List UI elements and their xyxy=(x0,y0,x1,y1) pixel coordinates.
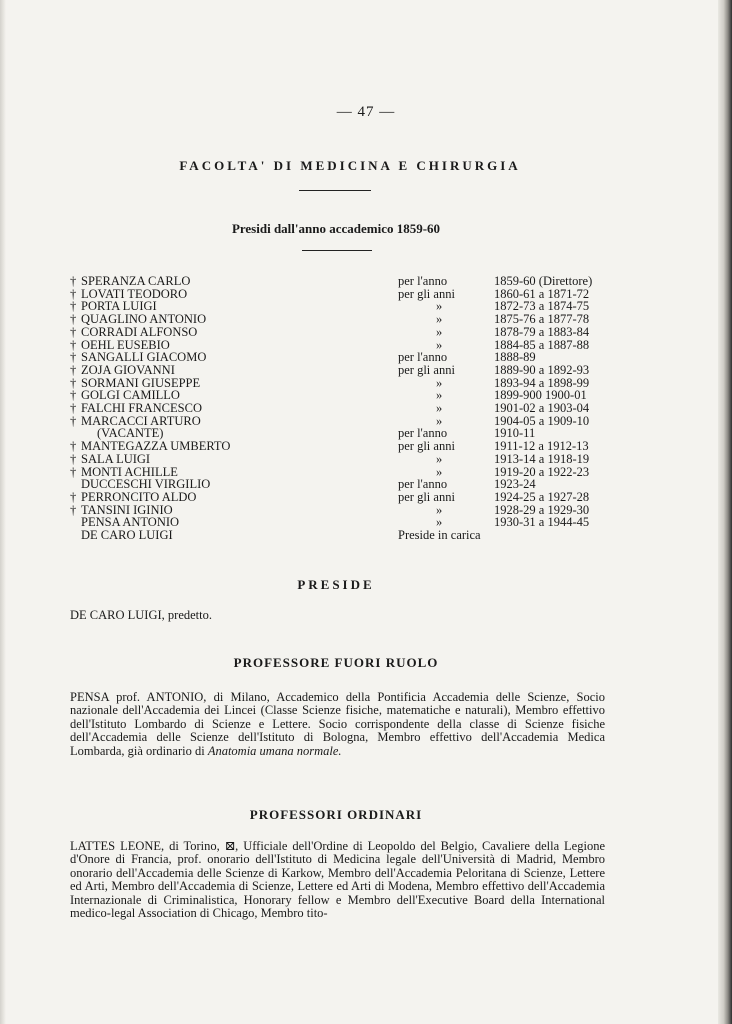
presidi-period: per gli anni xyxy=(398,362,455,377)
presidi-name xyxy=(70,529,173,542)
professor-description: prof. ANTONIO, di Milano, Accademico della Pontificia Accademia delle Scienze, Socio nazionale dell'Accademia dei Lincei (Classe Scienze fisiche, matematiche e naturali), Membro effettivo dell'Istituto Lombardo di Scienze e Lettere. Socio corrispondente della classe di Scienze fisiche dell'Accademia delle Scienze dell'Istituto di Bologna, Membro effettivo dell'Accademia Medica Lombarda, già ordinario di xyxy=(70,690,605,758)
faculty-title: FACOLTA' DI MEDICINA E CHIRURGIA xyxy=(179,158,521,173)
presidi-period: per gli anni xyxy=(398,286,455,301)
deceased-cross-icon: † xyxy=(70,274,77,288)
deceased-cross-icon: † xyxy=(70,312,77,327)
professor-description: LEONE, di Torino, ⊠, Ufficiale dell'Ordine di Leopoldo del Belgio, Cavaliere della Legione d'Onore di Francia, prof. onorario dell'Istituto di Medicina legale dell'Università di Madrid, Membro onorario dell'Accademia delle Scienze di Karkow, Membro dell'Accademia Peloritana di Scienze, Lettere ed Arti, Membro dell'Accademia di Scienze, Lettere ed Arti di Modena, Membro effettivo dell'Accademia Internazionale di Criminalistica, Honorary fellow e Membro dell'Executive Board della International medico-legal Association di Chicago, Membro tito- xyxy=(70,839,605,921)
presidi-years: 1899-900 1900-01 xyxy=(494,388,587,403)
professor-subject: Anatomia umana normale. xyxy=(207,743,342,758)
presidi-name-text: PERRONCITO ALDO xyxy=(81,489,197,504)
deceased-cross-icon: † xyxy=(70,286,77,301)
presidi-name-text: QUAGLINO ANTONIO xyxy=(81,312,207,327)
presidi-name-text: MANTEGAZZA UMBERTO xyxy=(81,439,231,454)
presidi-heading: Presidi dall'anno accademico 1859-60 xyxy=(231,221,441,236)
presidi-name-text: PENSA ANTONIO xyxy=(81,515,180,530)
presidi-name-text: OEHL EUSEBIO xyxy=(81,337,170,352)
presidi-period: per l'anno xyxy=(398,477,448,492)
presidi-period: » xyxy=(436,413,443,428)
deceased-cross-icon: † xyxy=(70,375,77,390)
presidi-period: per gli anni xyxy=(398,439,455,454)
presidi-period: » xyxy=(436,451,443,466)
presidi-years: 1930-31 a 1944-45 xyxy=(494,515,590,530)
presidi-years: 1889-90 a 1892-93 xyxy=(494,362,590,377)
preside-text: DE CARO LUIGI, predetto. xyxy=(70,608,212,622)
deceased-cross-icon: † xyxy=(70,299,77,314)
presidi-years: 1893-94 a 1898-99 xyxy=(494,375,590,390)
deceased-cross-icon: † xyxy=(70,439,77,454)
fuori-ruolo-paragraph xyxy=(70,691,605,758)
presidi-years: 1923-24 xyxy=(494,477,536,492)
presidi-name-text: SALA LUIGI xyxy=(81,451,151,466)
deceased-cross-icon: † xyxy=(70,502,77,517)
presidi-period: » xyxy=(436,312,443,327)
presidi-name-text: TANSINI IGINIO xyxy=(81,502,173,517)
presidi-name-text: SPERANZA CARLO xyxy=(81,274,191,288)
presidi-name-text: SORMANI GIUSEPPE xyxy=(81,375,201,390)
deceased-cross-icon: † xyxy=(70,337,77,352)
presidi-years: 1913-14 a 1918-19 xyxy=(494,451,590,466)
presidi-period: » xyxy=(436,337,443,352)
page-number: — 47 — xyxy=(336,104,396,120)
presidi-name-text: PORTA LUIGI xyxy=(81,299,157,314)
presidi-years: 1859-60 (Direttore) xyxy=(494,274,593,288)
deceased-cross-icon: † xyxy=(70,489,77,504)
presidi-name-text: GOLGI CAMILLO xyxy=(81,388,180,403)
deceased-cross-icon: † xyxy=(70,451,77,466)
ordinari-paragraph xyxy=(70,840,605,920)
deceased-cross-icon: † xyxy=(70,401,77,415)
presidi-name-text: LOVATI TEODORO xyxy=(81,286,188,301)
deceased-cross-icon: † xyxy=(70,464,77,479)
page-left-edge xyxy=(0,0,6,1024)
presidi-years: 1872-73 a 1874-75 xyxy=(494,299,590,314)
page-binding-shadow xyxy=(718,0,732,1024)
presidi-years: 1884-85 a 1887-88 xyxy=(494,337,590,352)
presidi-years: 1928-29 a 1929-30 xyxy=(494,502,590,517)
presidi-period: » xyxy=(436,375,443,390)
presidi-period: » xyxy=(436,324,443,339)
presidi-years: 1911-12 a 1912-13 xyxy=(494,439,589,454)
presidi-years: 1910-11 xyxy=(494,426,536,441)
presidi-period: » xyxy=(436,515,443,530)
presidi-period: per gli anni xyxy=(398,489,455,504)
fuori-ruolo-heading: PROFESSORE FUORI RUOLO xyxy=(233,655,439,670)
presidi-name-text: MONTI ACHILLE xyxy=(81,464,178,479)
professor-surname: LATTES xyxy=(70,839,116,853)
presidi-years: 1924-25 a 1927-28 xyxy=(494,489,590,504)
presidi-row xyxy=(70,529,630,542)
presidi-name-text: FALCHI FRANCESCO xyxy=(81,401,202,415)
presidi-name-text: (VACANTE) xyxy=(97,426,164,441)
presidi-name-text: DUCCESCHI VIRGILIO xyxy=(81,477,211,492)
presidi-period: » xyxy=(436,502,443,517)
presidi-name-text: CORRADI ALFONSO xyxy=(81,324,198,339)
deceased-cross-icon: † xyxy=(70,350,77,365)
presidi-years: 1904-05 a 1909-10 xyxy=(494,413,590,428)
presidi-years: 1878-79 a 1883-84 xyxy=(494,324,590,339)
presidi-years: 1919-20 a 1922-23 xyxy=(494,464,590,479)
presidi-period: per l'anno xyxy=(398,350,448,365)
presidi-name-text: MARCACCI ARTURO xyxy=(81,413,201,428)
deceased-cross-icon: † xyxy=(70,388,77,403)
presidi-period: » xyxy=(436,299,443,314)
presidi-period: » xyxy=(436,401,443,415)
presidi-period: Preside in carica xyxy=(398,528,481,542)
deceased-cross-icon: † xyxy=(70,413,77,428)
title-rule xyxy=(299,190,371,191)
presidi-years: 1860-61 a 1871-72 xyxy=(494,286,590,301)
deceased-cross-icon: † xyxy=(70,362,77,377)
deceased-cross-icon: † xyxy=(70,324,77,339)
presidi-years: 1901-02 a 1903-04 xyxy=(494,401,590,415)
ordinari-heading: PROFESSORI ORDINARI xyxy=(249,807,423,822)
presidi-name-text: ZOJA GIOVANNI xyxy=(81,362,175,377)
presidi-name-text: SANGALLI GIACOMO xyxy=(81,350,207,365)
presidi-rule xyxy=(302,250,372,251)
presidi-period: » xyxy=(436,388,443,403)
presidi-name-text: DE CARO LUIGI xyxy=(81,528,173,542)
presidi-period: » xyxy=(436,464,443,479)
professor-surname: PENSA xyxy=(70,690,109,704)
presidi-period: per l'anno xyxy=(398,426,448,441)
presidi-period: per l'anno xyxy=(398,274,448,288)
preside-heading: PRESIDE xyxy=(297,577,375,592)
presidi-years: 1875-76 a 1877-78 xyxy=(494,312,590,327)
presidi-years: 1888-89 xyxy=(494,350,536,365)
